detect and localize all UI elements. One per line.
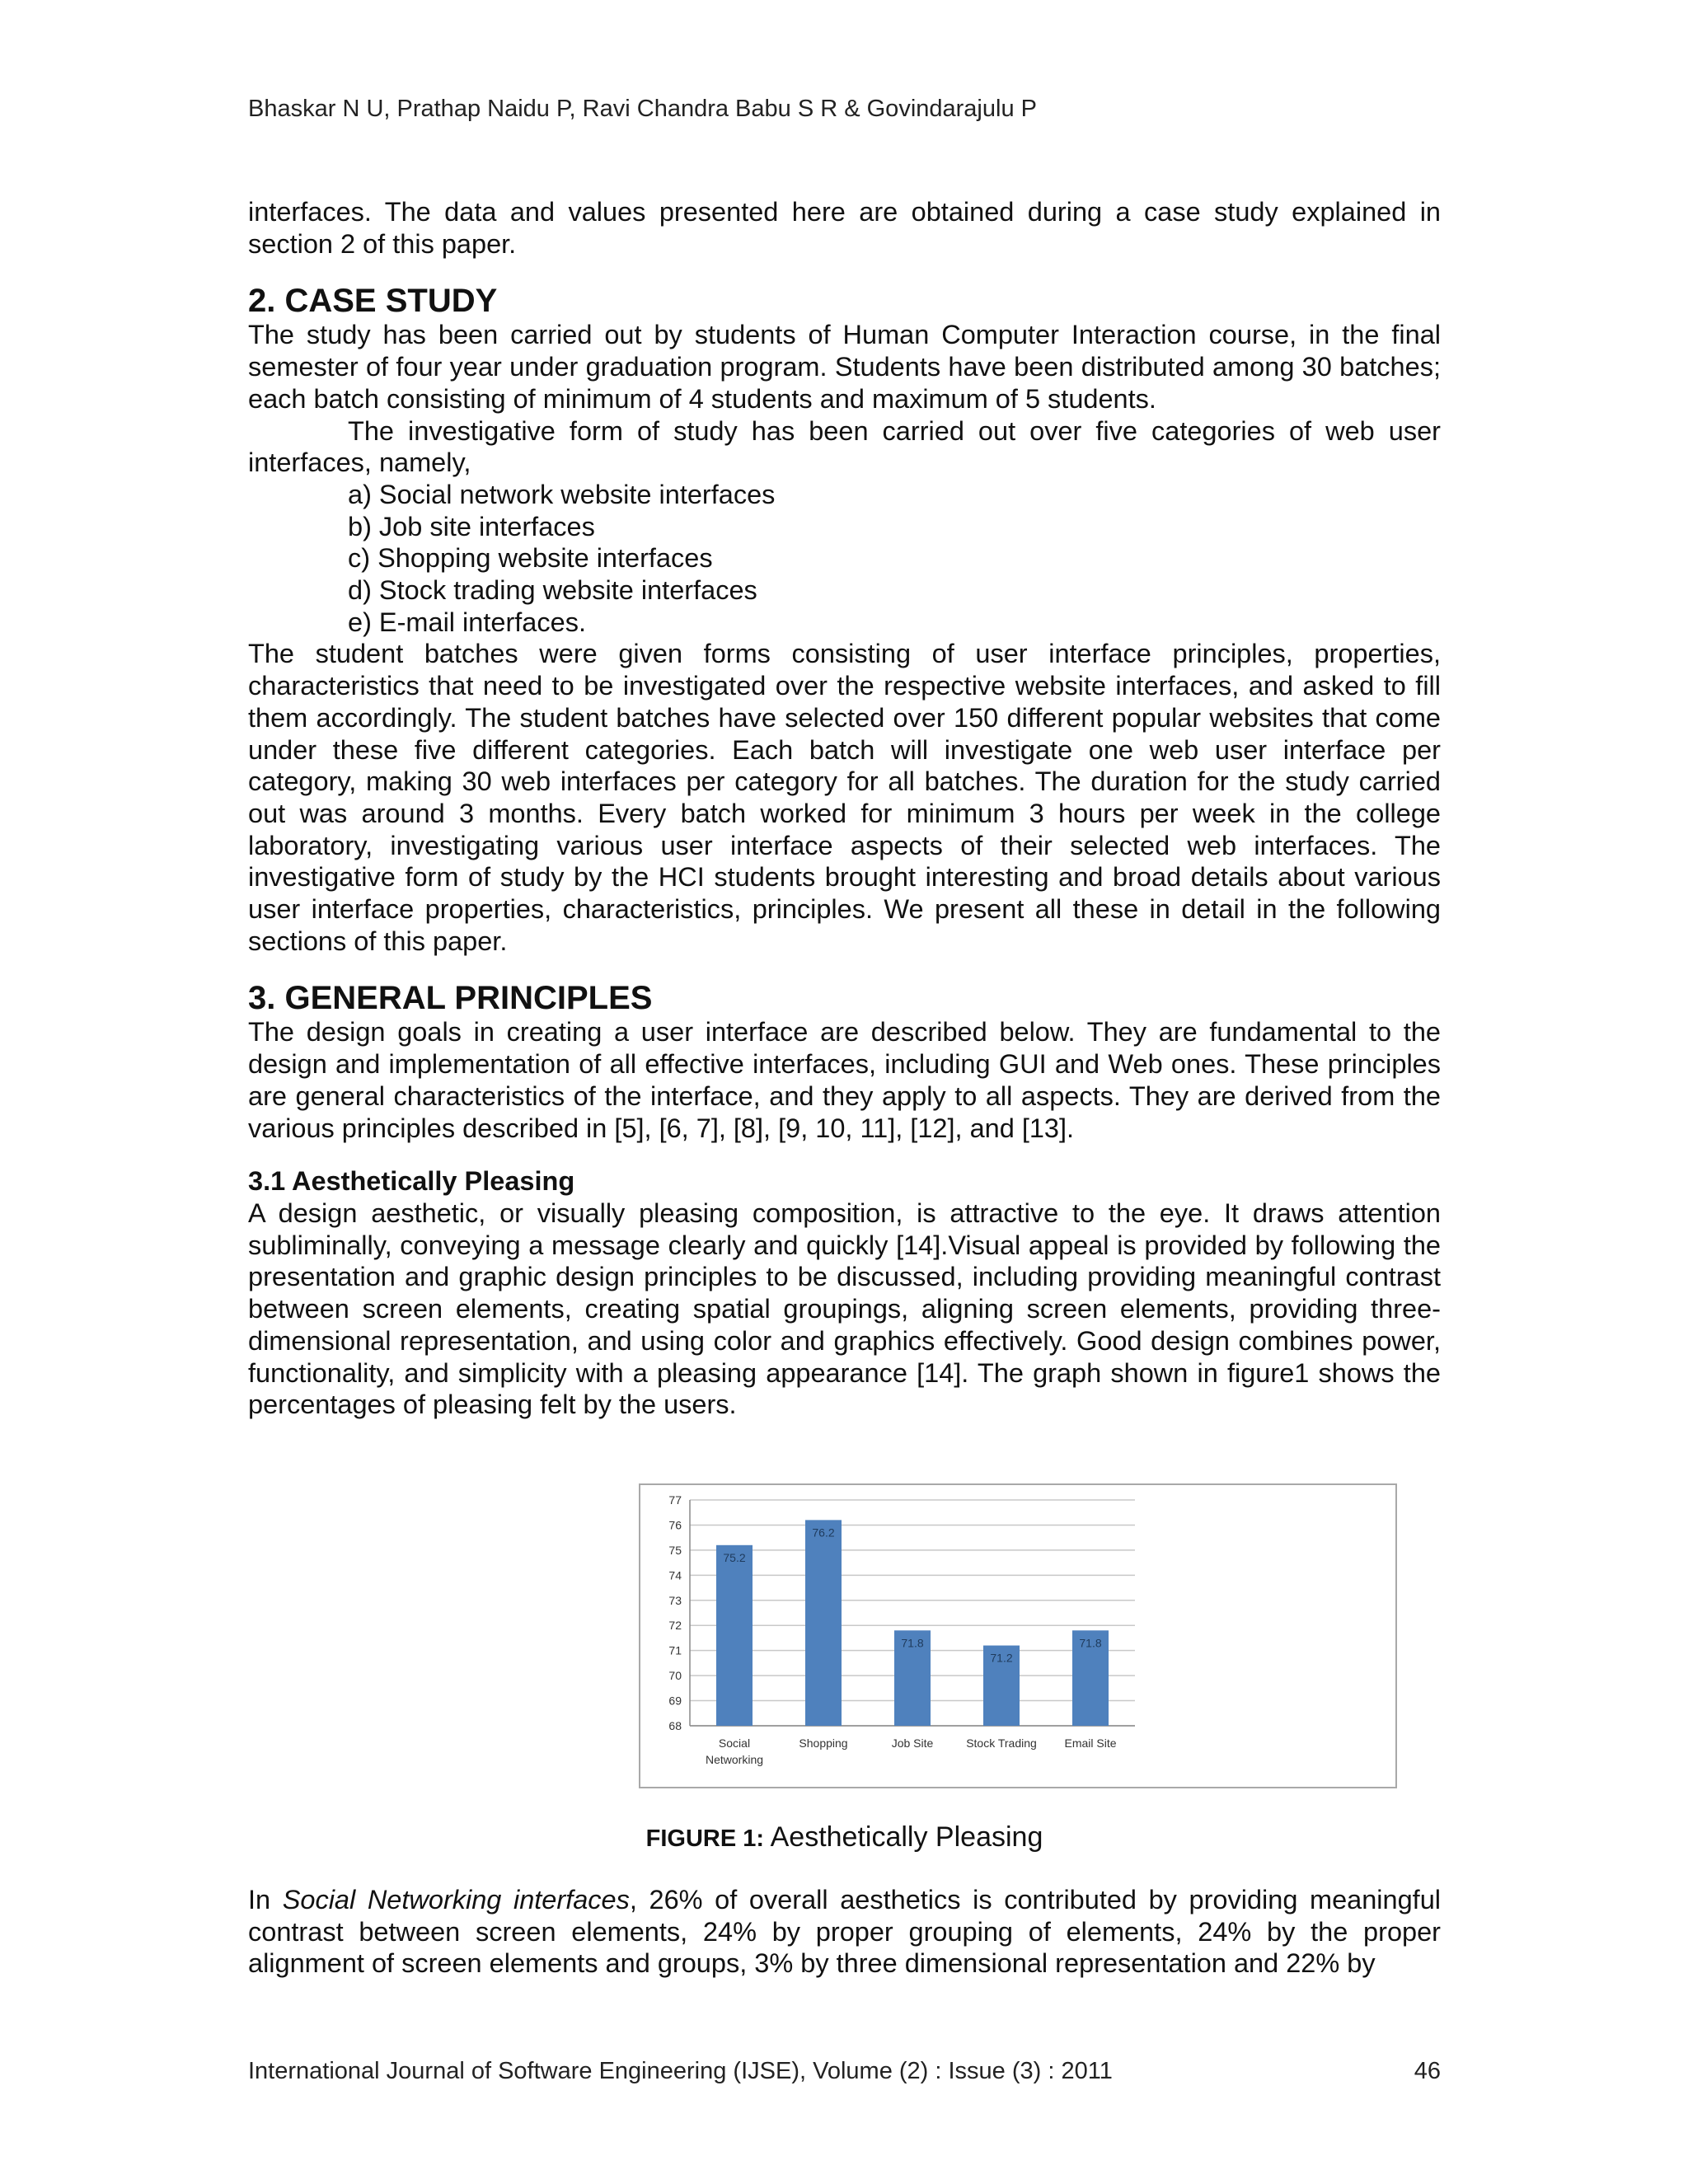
y-tick-label: 74 (668, 1568, 682, 1582)
category-item: a) Social network website interfaces (348, 479, 776, 509)
bar (716, 1545, 753, 1726)
section-2-paragraph-3: The student batches were given forms consisting of user interface principles, properties, characteristics that need to be investigated over the respective website interfaces, and asked to fill them accordingly. The student batches have selected over 150 different popular websites that come under these five different categories. Each batch will investigate one web user interface per category, making 30 web interfaces per category for all batches. The duration for the study carried out was around 3 months. Every batch worked for minimum 3 hours per week in the college laboratory, investigating various user interface aspects of their selected web interfaces. The investigative form of study by the HCI students brought interesting and broad details about various user interface properties, characteristics, principles. We present all these in detail in the following sections of this paper. (248, 639, 1441, 956)
bar-value-label: 71.8 (1079, 1636, 1102, 1650)
y-tick-label: 72 (668, 1619, 682, 1633)
bar (805, 1520, 842, 1726)
figure-caption-text: Aesthetically Pleasing (764, 1821, 1043, 1853)
x-tick-label: Social (718, 1736, 751, 1750)
category-item: b) Job site interfaces (348, 511, 595, 541)
page-footer (248, 2058, 1441, 2085)
y-tick-label: 73 (668, 1593, 682, 1607)
y-tick-label: 68 (668, 1719, 682, 1732)
x-tick-label: Job Site (891, 1736, 934, 1750)
figure-label: FIGURE 1: (645, 1825, 765, 1852)
x-tick-label: Shopping (799, 1736, 848, 1750)
subsection-3-1-paragraph: A design aesthetic, or visually pleasing composition, is attractive to the eye. It draws attention subliminally, conveying a message clearly and quickly [14].Visual appeal is provided by following the presentation and graphic design principles to be discussed, including providing meaningful contrast between screen elements, creating spatial groupings, aligning screen elements, providing three-dimensional representation, and using color and graphics effectively. Good design combines power, functionality, and simplicity with a pleasing appearance [14]. The graph shown in figure1 shows the percentages of pleasing felt by the users. (248, 1197, 1441, 1420)
y-tick-label: 70 (668, 1669, 682, 1683)
closing-lead: In (248, 1885, 283, 1915)
category-item: d) Stock trading website interfaces (348, 575, 757, 606)
bar-chart-svg (640, 1485, 1395, 1787)
y-tick-label: 76 (668, 1518, 682, 1532)
bar-value-label: 76.2 (812, 1526, 835, 1540)
closing-rest: , 26% of overall aesthetics is contributed by providing meaningful contrast between screen elements, 24% by proper grouping of elements, 24% by the proper alignment of screen elements and groups, 3% by three dimensional representation and 22% by (248, 1885, 1441, 1979)
x-tick-label: Email Site (1064, 1736, 1117, 1750)
y-tick-label: 77 (668, 1493, 682, 1507)
x-tick-label: Stock Trading (966, 1736, 1037, 1750)
main-text (248, 196, 1441, 1421)
closing-italic-term: Social Networking interfaces (282, 1885, 630, 1915)
y-tick-label: 71 (668, 1643, 682, 1657)
bar-value-label: 71.8 (901, 1636, 924, 1650)
page-number: 46 (1414, 2058, 1441, 2084)
y-tick-label: 69 (668, 1694, 682, 1708)
section-2-title: 2. CASE STUDY (248, 283, 498, 320)
figure-1-caption (248, 1821, 1441, 1854)
x-tick-label: Networking (705, 1753, 764, 1766)
y-tick-label: 75 (668, 1543, 682, 1557)
bar-value-label: 71.2 (990, 1651, 1013, 1665)
figure-1-chart (639, 1483, 1397, 1788)
section-2-paragraph-1: The study has been carried out by students of Human Computer Interaction course, in the final semester of four year under graduation program. Students have been distributed among 30 batches; each batch consisting of minimum of 4 students and maximum of 5 students. (248, 320, 1441, 414)
footer-journal: International Journal of Software Engineering (IJSE), Volume (2) : Issue (3) : 2011 (248, 2058, 1113, 2084)
running-header: Bhaskar N U, Prathap Naidu P, Ravi Chandra Babu S R & Govindarajulu P (248, 96, 1037, 122)
section-3-title: 3. GENERAL PRINCIPLES (248, 980, 653, 1017)
category-list (248, 479, 1441, 639)
category-item: e) E-mail interfaces. (348, 607, 586, 637)
category-item: c) Shopping website interfaces (348, 543, 713, 574)
subsection-3-1-title: 3.1 Aesthetically Pleasing (248, 1166, 575, 1197)
section-2-paragraph-2: The investigative form of study has been carried out over five categories of web user interfaces, namely, (248, 415, 1441, 478)
intro-paragraph: interfaces. The data and values presented here are obtained during a case study explained in section 2 of this paper. (248, 197, 1441, 259)
closing-paragraph (248, 1884, 1441, 1980)
section-3-paragraph-1: The design goals in creating a user interface are described below. They are fundamental to the design and implementation of all effective interfaces, including GUI and Web ones. These principles are general characteristics of the interface, and they apply to all aspects. They are derived from the various principles described in [5], [6, 7], [8], [9, 10, 11], [12], and [13]. (248, 1017, 1441, 1143)
bar-value-label: 75.2 (723, 1550, 746, 1564)
